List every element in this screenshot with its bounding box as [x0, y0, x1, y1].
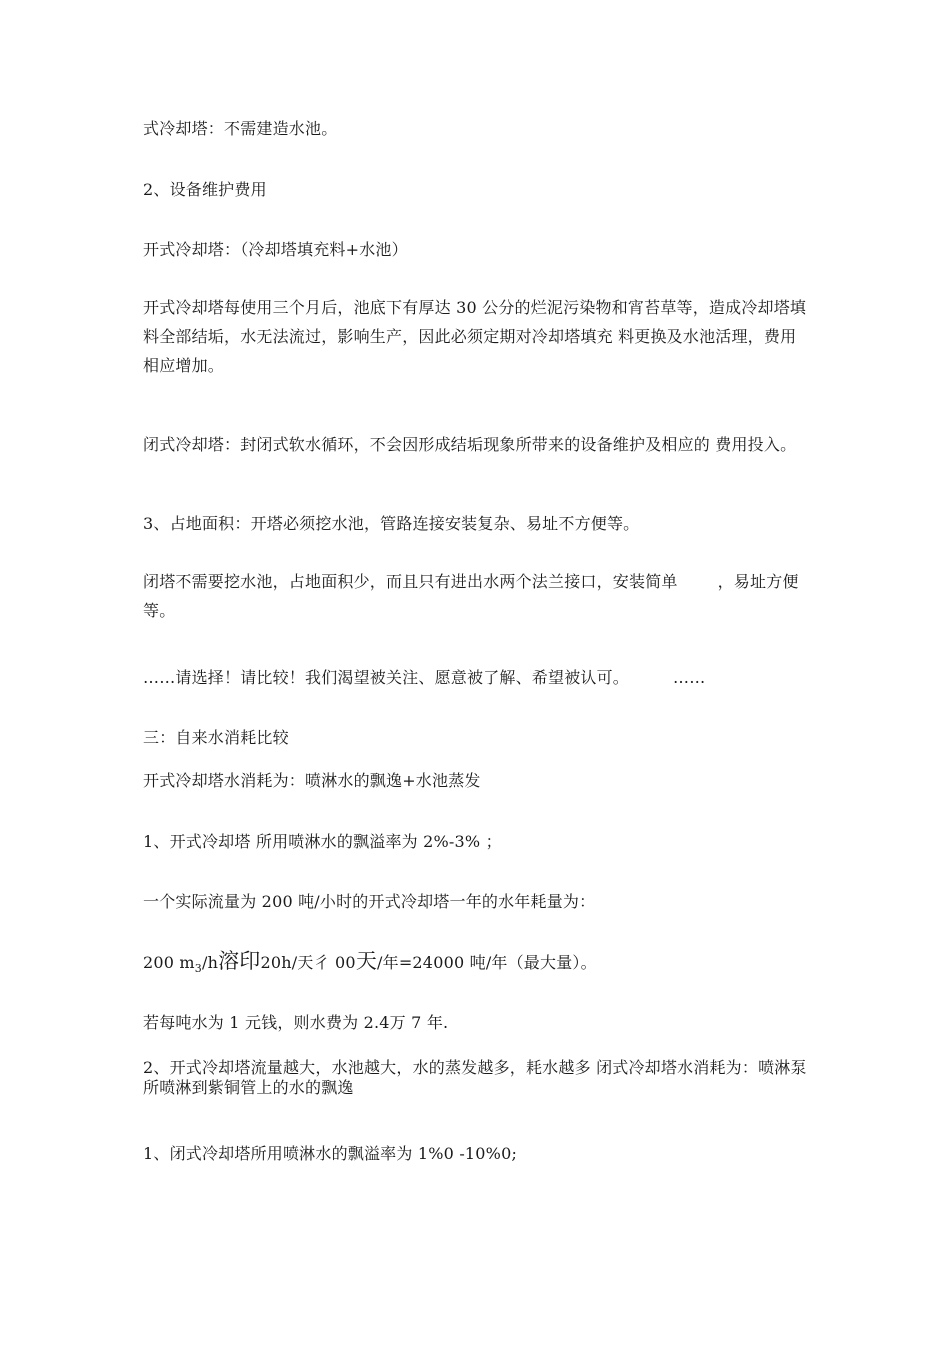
- slogan-ellipsis: ……: [673, 668, 706, 687]
- paragraph-annual-consumption-intro: 一个实际流量为 200 吨/小时的开式冷却塔一年的水年耗量为：: [143, 892, 596, 911]
- paragraph-open-tower-drift-rate: 1、开式冷却塔 所用喷淋水的飘溢率为 2%-3% ；: [143, 832, 502, 851]
- paragraph-open-vs-closed-consumption: 2、开式冷却塔流量越大，水池越大，水的蒸发越多，耗水越多 闭式冷却塔水消耗为：喷淋泵所喷淋到紫铜管上的水的飘逸: [143, 1058, 807, 1097]
- formula-part-d: 溶印: [218, 949, 261, 973]
- formula-part-g: /年=24000 吨/年（最大量）。: [377, 953, 597, 972]
- paragraph-closed-tower-area-part1: 闭塔不需要挖水池，占地面积少，而且只有进出水两个法兰接口，安装简单: [143, 572, 678, 591]
- heading-floor-area: 3、占地面积：开塔必须挖水池，管路连接安装复杂、易址不方便等。: [143, 514, 640, 533]
- formula-part-a: 200 m: [143, 953, 195, 972]
- heading-water-consumption: 三：自来水消耗比较: [143, 728, 289, 747]
- slogan-text: ……请选择！请比较！我们渴望被关注、愿意被了解、希望被认可。: [143, 668, 630, 687]
- paragraph-closed-tower-maintenance: 闭式冷却塔：封闭式软水循环，不会因形成结垢现象所带来的设备维护及相应的 费用投入。: [143, 435, 797, 454]
- paragraph-annual-consumption-formula: [143, 947, 808, 983]
- paragraph-closed-tower-no-pool: 式冷却塔：不需建造水池。: [143, 119, 338, 138]
- formula-superscript: 3: [194, 962, 202, 976]
- formula-part-c: /h: [202, 953, 219, 972]
- paragraph-open-tower-cost-items: 开式冷却塔：（冷却塔填充料+水池）: [143, 240, 408, 259]
- paragraph-open-tower-maintenance: 开式冷却塔每使用三个月后，池底下有厚达 30 公分的烂泥污染物和宵苔草等，造成冷却塔填料全部结垢，水无法流过，影响生产，因此必须定期对冷却塔填充 料更换及水池活理，费用相应增加。: [143, 298, 807, 375]
- paragraph-open-tower-water-usage: 开式冷却塔水消耗为：喷淋水的飘逸+水池蒸发: [143, 771, 481, 790]
- formula-part-e: 20h/天彳 00: [260, 953, 356, 972]
- paragraph-slogan: [143, 663, 808, 692]
- paragraph-closed-tower-drift-rate: 1、闭式冷却塔所用喷淋水的飘溢率为 1%0 -10%0;: [143, 1144, 518, 1163]
- heading-maintenance-cost: 2、设备维护费用: [143, 180, 267, 199]
- paragraph-closed-tower-area-part2: ，易址方便等。: [143, 572, 799, 620]
- paragraph-closed-tower-area: [143, 567, 808, 625]
- paragraph-water-cost: 若每吨水为 1 元钱，则水费为 2.4万 7 年.: [143, 1013, 449, 1032]
- formula-part-f: 天: [355, 949, 378, 973]
